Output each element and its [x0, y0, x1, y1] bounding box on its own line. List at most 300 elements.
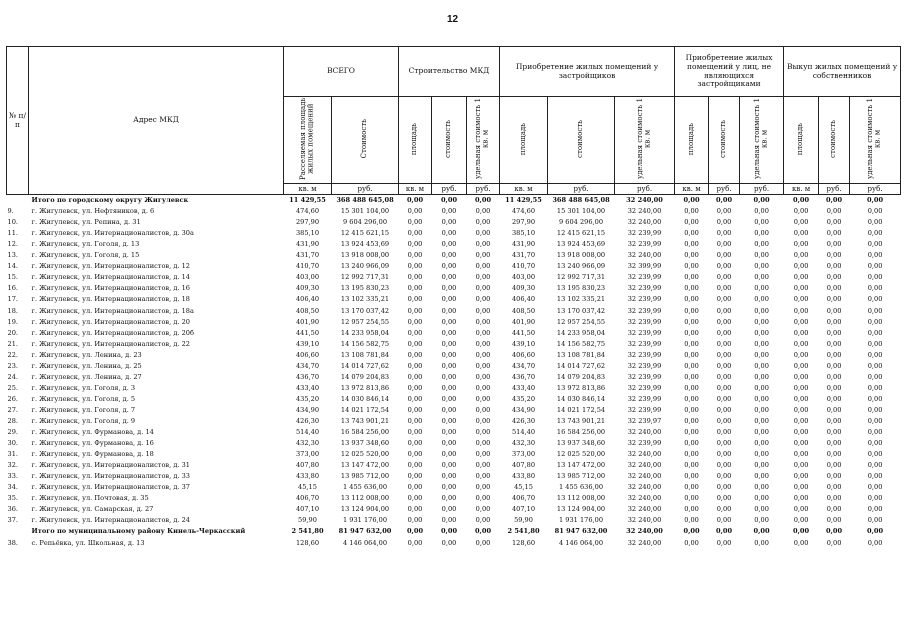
row-value: 0,00	[754, 350, 769, 359]
row-value: 0,00	[716, 218, 732, 227]
row-value: 0,00	[441, 372, 457, 381]
row-value: 12 415 621,15	[340, 229, 390, 238]
row-value: 0,00	[867, 295, 883, 304]
row-value: 0,00	[475, 229, 491, 238]
row-value: 0,00	[867, 251, 883, 260]
row-address: г. Жигулевск, ул. Ленина, д. 25	[31, 361, 142, 370]
row-value: 32 239,99	[627, 361, 662, 370]
row-value: 0,00	[793, 527, 810, 536]
row-value: 13 937 348,60	[556, 439, 606, 448]
row-value: 12 957 254,55	[340, 317, 390, 326]
row-value: 0,00	[740, 195, 784, 207]
row-value: 0,00	[716, 394, 732, 403]
row-address: г. Жигулевск, ул. Интернационалистов, д. 37	[31, 483, 190, 492]
row-value: 32 239,99	[627, 383, 662, 392]
row-value: 32 240,00	[627, 505, 662, 514]
row-value: 410,70	[511, 262, 536, 271]
row-value: 32 239,99	[627, 273, 662, 282]
row-value: 0,00	[826, 273, 842, 282]
row-value: 0,00	[475, 284, 491, 293]
row-value: 0,00	[716, 207, 732, 216]
row-value: 32 240,00	[627, 461, 662, 470]
row-value: 0,00	[441, 394, 457, 403]
row-value: 81 947 632,00	[338, 527, 392, 536]
row-value: 14 233 958,04	[556, 328, 606, 337]
row-value: 14 079 204,83	[340, 372, 390, 381]
row-number: 20.	[7, 328, 18, 337]
row-value: 0,00	[475, 472, 491, 481]
row-value: 0,00	[441, 361, 457, 370]
row-value: 0,00	[475, 262, 491, 271]
row-value: 0,00	[709, 195, 740, 207]
row-value: 128,60	[295, 538, 320, 547]
row-address: г. Жигулевск, ул. Гоголя, д. 13	[31, 240, 140, 249]
row-value: 14 030 846,14	[340, 394, 390, 403]
table-row	[7, 361, 901, 372]
row-value: 14 030 846,14	[556, 394, 606, 403]
row-value: 0,00	[819, 195, 850, 207]
row-value: 32 239,99	[627, 405, 662, 414]
row-value: 0,00	[754, 218, 769, 227]
row-value: 439,10	[511, 339, 536, 348]
row-number	[7, 526, 29, 537]
header-subcolumn	[615, 97, 675, 184]
row-value: 0,00	[406, 527, 424, 536]
header-unit: руб.	[850, 184, 901, 195]
row-value: 0,00	[684, 240, 699, 249]
row-value: 439,10	[295, 339, 320, 348]
table-row	[7, 515, 901, 526]
row-value: 0,00	[441, 251, 457, 260]
row-value: 13 170 037,42	[556, 306, 606, 315]
row-number	[7, 195, 29, 207]
row-number: 14.	[7, 262, 18, 271]
row-value: 0,00	[684, 505, 699, 514]
row-value: 0,00	[754, 450, 769, 459]
header-group: Выкуп жилых помещений у собственников	[784, 47, 901, 97]
row-value: 0,00	[754, 428, 769, 437]
header-no: № п/п	[7, 47, 29, 195]
row-value: 1 455 636,00	[558, 483, 604, 492]
header-group: Приобретение жилых помещений у лиц, не являющихся застройщиками	[675, 47, 784, 97]
row-value: 0,00	[441, 218, 457, 227]
row-value: 32 239,99	[627, 284, 662, 293]
header-subcolumn	[675, 97, 709, 184]
row-value: 0,00	[826, 361, 842, 370]
row-value: 13 924 453,69	[556, 240, 606, 249]
row-value: 13 112 008,00	[556, 494, 606, 503]
row-value: 0,00	[716, 372, 732, 381]
row-value: 0,00	[793, 295, 809, 304]
row-value: 407,10	[511, 505, 536, 514]
row-value: 32 240,00	[627, 472, 662, 481]
row-value: 0,00	[684, 383, 699, 392]
row-value: 0,00	[754, 361, 769, 370]
row-value: 2 541,80	[291, 527, 324, 536]
row-value: 0,00	[441, 538, 457, 547]
row-value: 0,00	[684, 516, 699, 525]
row-value: 0,00	[754, 394, 769, 403]
row-value: 0,00	[793, 383, 809, 392]
row-value: 0,00	[441, 350, 457, 359]
row-number: 10.	[7, 218, 18, 227]
row-value: 0,00	[826, 505, 842, 514]
row-value: 409,30	[295, 284, 320, 293]
row-value: 0,00	[407, 240, 423, 249]
row-value: 0,00	[684, 494, 699, 503]
header-unit: кв. м	[399, 184, 432, 195]
row-value: 0,00	[793, 450, 809, 459]
header-group: Приобретение жилых помещений у застройщиков	[500, 47, 675, 97]
row-value: 0,00	[440, 527, 458, 536]
row-value: 0,00	[407, 538, 423, 547]
row-value: 0,00	[684, 328, 699, 337]
row-value: 12 957 254,55	[556, 317, 606, 326]
row-value: 0,00	[407, 394, 423, 403]
row-value: 474,60	[511, 207, 536, 216]
row-value: 0,00	[684, 251, 699, 260]
table-row	[7, 405, 901, 416]
row-value: 32 240,00	[627, 494, 662, 503]
table-row	[7, 317, 901, 328]
row-address: г. Жигулевск, ул. Интернационалистов, д. 33	[31, 472, 190, 481]
row-value: 0,00	[475, 538, 491, 547]
row-number: 23.	[7, 361, 18, 370]
row-value: 0,00	[407, 339, 423, 348]
table-row	[7, 482, 901, 493]
row-value: 0,00	[684, 218, 699, 227]
row-value: 0,00	[867, 328, 883, 337]
row-value: 0,00	[684, 450, 699, 459]
row-value: 0,00	[441, 472, 457, 481]
page-number: 12	[446, 14, 459, 25]
row-value: 434,90	[295, 405, 320, 414]
row-value: 0,00	[684, 317, 699, 326]
header-subcolumn-label: удельная стоимость 1 кв. м	[752, 98, 769, 180]
row-value: 0,00	[475, 428, 491, 437]
row-value: 401,90	[511, 317, 536, 326]
header-subcolumn	[819, 97, 850, 184]
table-row	[7, 239, 901, 250]
row-value: 0,00	[475, 416, 491, 425]
row-value: 368 488 645,08	[332, 195, 399, 207]
row-value: 0,00	[867, 483, 883, 492]
row-value: 32 240,00	[627, 207, 662, 216]
row-value: 1 931 176,00	[342, 516, 388, 525]
row-value: 0,00	[867, 416, 883, 425]
row-value: 0,00	[793, 494, 809, 503]
row-address: г. Жигулевск, ул. Интернационалистов, д. 16	[31, 284, 190, 293]
row-value: 0,00	[754, 328, 769, 337]
row-value: 13 240 966,09	[340, 262, 390, 271]
row-value: 0,00	[475, 405, 491, 414]
row-value: 0,00	[867, 229, 883, 238]
row-value: 0,00	[793, 339, 809, 348]
row-value: 0,00	[754, 317, 769, 326]
header-subcolumn-label: площадь	[410, 122, 419, 156]
row-address: г. Жигулевск, ул. Интернационалистов, д. 30а	[31, 229, 194, 238]
row-value: 14 014 727,62	[556, 361, 606, 370]
row-value: 0,00	[475, 273, 491, 282]
row-address: г. Жигулевск, ул. Гоголя, д. 3	[31, 383, 136, 392]
row-value: 0,00	[754, 516, 769, 525]
row-value: 128,60	[511, 538, 536, 547]
row-value: 32 239,99	[627, 240, 662, 249]
table-row	[7, 272, 901, 283]
header-unit: кв. м	[284, 184, 332, 195]
row-value: 0,00	[793, 461, 809, 470]
row-value: 0,00	[826, 416, 842, 425]
row-value: 32 240,00	[615, 195, 675, 207]
row-value: 0,00	[407, 229, 423, 238]
row-value: 0,00	[754, 273, 769, 282]
header-subcolumn	[740, 97, 784, 184]
row-value: 0,00	[716, 295, 732, 304]
row-value: 0,00	[467, 195, 500, 207]
row-value: 16 584 256,00	[556, 428, 606, 437]
row-value: 0,00	[441, 516, 457, 525]
row-value: 0,00	[475, 251, 491, 260]
row-value: 0,00	[407, 372, 423, 381]
row-value: 12 992 717,31	[340, 273, 390, 282]
housing-table	[6, 46, 901, 549]
row-value: 32 239,99	[627, 350, 662, 359]
row-value: 0,00	[826, 394, 842, 403]
row-number: 37.	[7, 516, 18, 525]
header-subcolumn	[850, 97, 901, 184]
row-value: 0,00	[716, 229, 732, 238]
row-value: 0,00	[793, 229, 809, 238]
row-value: 0,00	[475, 516, 491, 525]
row-value: 0,00	[867, 383, 883, 392]
row-value: 0,00	[826, 229, 842, 238]
row-value: 0,00	[826, 372, 842, 381]
row-value: 0,00	[793, 262, 809, 271]
row-value: 0,00	[441, 439, 457, 448]
row-value: 426,30	[295, 416, 320, 425]
row-value: 297,90	[295, 218, 320, 227]
header-unit: руб.	[615, 184, 675, 195]
row-value: 407,80	[295, 461, 320, 470]
row-number: 12.	[7, 240, 18, 249]
row-value: 0,00	[716, 251, 732, 260]
row-value: 11 429,55	[284, 195, 332, 207]
row-value: 45,15	[514, 483, 533, 492]
row-value: 0,00	[684, 461, 699, 470]
row-value: 13 108 781,84	[340, 350, 390, 359]
row-value: 0,00	[826, 306, 842, 315]
row-value: 15 301 104,00	[340, 207, 390, 216]
row-address: Итого по городскому округу Жигулевск	[29, 195, 284, 207]
row-value: 0,00	[793, 240, 809, 249]
row-value: 13 124 904,00	[340, 505, 390, 514]
row-value: 13 102 335,21	[556, 295, 606, 304]
row-address: г. Жигулевск, ул. Ленина, д. 23	[31, 350, 142, 359]
row-value: 0,00	[754, 483, 769, 492]
row-value: 32 240,00	[626, 527, 663, 536]
row-value: 0,00	[407, 461, 423, 470]
row-value: 0,00	[867, 538, 883, 547]
header-subcolumn	[332, 97, 399, 184]
row-value: 0,00	[826, 350, 842, 359]
table-row	[7, 206, 901, 217]
row-number: 38.	[7, 538, 18, 547]
row-value: 0,00	[716, 350, 732, 359]
header-group: Строительство МКД	[399, 47, 500, 97]
row-value: 0,00	[754, 372, 769, 381]
row-value: 406,60	[295, 350, 320, 359]
row-value: 0,00	[793, 472, 809, 481]
row-value: 0,00	[793, 361, 809, 370]
row-value: 0,00	[475, 295, 491, 304]
row-value: 0,00	[867, 450, 883, 459]
row-number: 33.	[7, 472, 18, 481]
row-value: 0,00	[475, 439, 491, 448]
row-value: 13 147 472,00	[340, 461, 390, 470]
row-value: 45,15	[298, 483, 317, 492]
row-value: 0,00	[684, 439, 699, 448]
row-value: 0,00	[867, 339, 883, 348]
row-address: г. Жигулевск, ул. Интернационалистов, д. 20б	[31, 328, 194, 337]
row-value: 0,00	[754, 461, 769, 470]
row-value: 0,00	[432, 195, 467, 207]
header-address: Адрес МКД	[29, 47, 284, 195]
row-value: 0,00	[684, 405, 699, 414]
table-total-row	[7, 526, 901, 537]
row-value: 0,00	[407, 328, 423, 337]
row-value: 32 240,00	[627, 218, 662, 227]
row-value: 0,00	[475, 461, 491, 470]
row-value: 0,00	[475, 505, 491, 514]
row-value: 441,50	[511, 328, 536, 337]
row-value: 0,00	[867, 405, 883, 414]
row-value: 0,00	[441, 328, 457, 337]
header-subcolumn-label: Стоимость	[360, 119, 369, 159]
row-value: 431,70	[511, 251, 536, 260]
row-address: г. Жигулевск, ул. Гоголя, д. 5	[31, 394, 136, 403]
row-value: 0,00	[441, 295, 457, 304]
row-value: 0,00	[784, 195, 819, 207]
header-subcolumn-label: Расселяемая площадь жилых помещений	[298, 97, 315, 181]
row-value: 0,00	[407, 350, 423, 359]
row-value: 0,00	[684, 416, 699, 425]
row-value: 59,90	[514, 516, 533, 525]
row-value: 0,00	[867, 428, 883, 437]
row-value: 0,00	[716, 516, 732, 525]
row-value: 407,80	[511, 461, 536, 470]
row-value: 0,00	[793, 439, 809, 448]
row-value: 0,00	[441, 339, 457, 348]
header-unit: руб.	[709, 184, 740, 195]
table-row	[7, 372, 901, 383]
row-value: 0,00	[867, 218, 883, 227]
row-value: 514,40	[511, 428, 536, 437]
row-value: 0,00	[441, 207, 457, 216]
row-value: 0,00	[407, 505, 423, 514]
row-value: 0,00	[754, 207, 769, 216]
row-value: 0,00	[407, 383, 423, 392]
row-value: 0,00	[716, 538, 732, 547]
row-value: 0,00	[475, 207, 491, 216]
row-address: г. Жигулевск, ул. Интернационалистов, д. 18а	[31, 306, 194, 315]
row-value: 0,00	[867, 273, 883, 282]
row-value: 1 455 636,00	[342, 483, 388, 492]
header-subcolumn-label: удельная стоимость 1 кв. м	[635, 98, 652, 180]
row-value: 0,00	[684, 472, 699, 481]
table-row	[7, 261, 901, 272]
row-value: 0,00	[754, 538, 769, 547]
table-row	[7, 460, 901, 471]
row-value: 0,00	[716, 494, 732, 503]
row-value: 0,00	[826, 527, 843, 536]
row-value: 0,00	[793, 251, 809, 260]
row-value: 0,00	[716, 383, 732, 392]
row-value: 14 021 172,54	[556, 405, 606, 414]
row-value: 0,00	[407, 483, 423, 492]
row-value: 12 025 520,00	[556, 450, 606, 459]
row-value: 13 985 712,00	[340, 472, 390, 481]
header-unit: кв. м	[675, 184, 709, 195]
row-value: 13 985 712,00	[556, 472, 606, 481]
row-value: 0,00	[867, 350, 883, 359]
row-address: г. Жигулевск, ул. Фурманова, д. 14	[31, 428, 154, 437]
row-value: 0,00	[754, 284, 769, 293]
row-value: 0,00	[754, 405, 769, 414]
row-value: 0,00	[684, 284, 699, 293]
table-row	[7, 383, 901, 394]
row-value: 13 108 781,84	[556, 350, 606, 359]
row-value: 2 541,80	[507, 527, 540, 536]
row-value: 0,00	[475, 218, 491, 227]
row-value: 13 972 813,86	[556, 383, 606, 392]
row-value: 16 584 256,00	[340, 428, 390, 437]
row-value: 0,00	[474, 527, 492, 536]
row-value: 32 240,00	[627, 428, 662, 437]
row-value: 373,00	[511, 450, 536, 459]
row-value: 0,00	[867, 240, 883, 249]
row-value: 403,00	[295, 273, 320, 282]
row-value: 14 156 582,75	[340, 339, 390, 348]
row-value: 401,90	[295, 317, 320, 326]
row-number: 13.	[7, 251, 18, 260]
row-value: 0,00	[793, 207, 809, 216]
row-value: 0,00	[793, 273, 809, 282]
row-number: 24.	[7, 372, 18, 381]
row-value: 408,50	[511, 306, 536, 315]
row-value: 32 240,00	[627, 516, 662, 525]
row-value: 0,00	[793, 372, 809, 381]
row-value: 373,00	[295, 450, 320, 459]
row-value: 13 918 008,00	[556, 251, 606, 260]
row-value: 0,00	[475, 328, 491, 337]
row-value: 434,70	[511, 361, 536, 370]
header-unit: руб.	[819, 184, 850, 195]
row-value: 0,00	[793, 416, 809, 425]
row-value: 0,00	[793, 405, 809, 414]
row-value: 14 079 204,83	[556, 372, 606, 381]
row-value: 9 604 296,00	[558, 218, 604, 227]
row-value: 0,00	[716, 328, 732, 337]
row-value: 0,00	[475, 383, 491, 392]
row-value: 0,00	[867, 372, 883, 381]
row-value: 433,40	[295, 383, 320, 392]
row-value: 0,00	[684, 295, 699, 304]
row-value: 32 239,97	[627, 416, 662, 425]
header-unit: руб.	[740, 184, 784, 195]
row-value: 13 743 901,21	[340, 416, 390, 425]
row-value: 0,00	[475, 450, 491, 459]
row-value: 0,00	[867, 306, 883, 315]
